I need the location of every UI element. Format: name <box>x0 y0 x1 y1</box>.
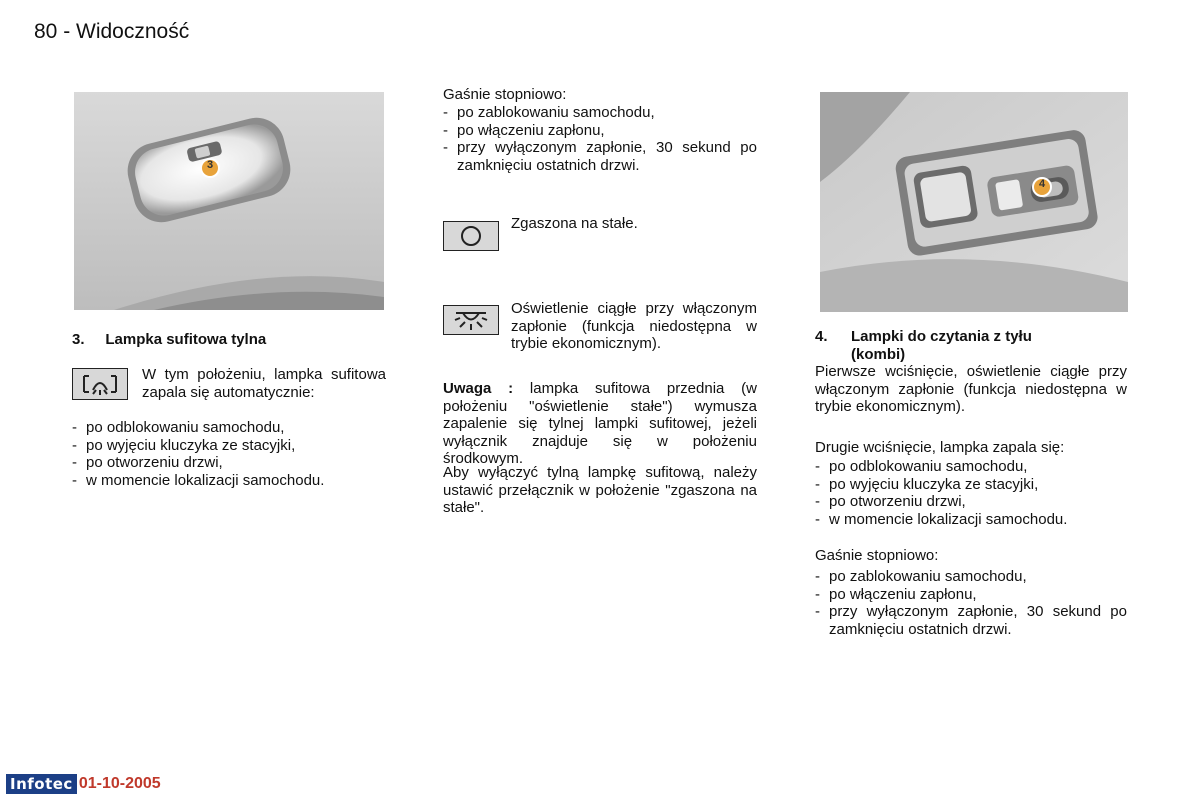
fade-list <box>443 104 757 174</box>
list-item: - po otworzeniu drzwi, <box>815 493 1135 511</box>
list-item: - w momencie lokalizacji samochodu. <box>72 472 392 490</box>
section-heading: 3. Lampka sufitowa tylna <box>72 331 267 348</box>
print-date: 01-10-2005 <box>78 775 161 792</box>
note-label: Uwaga : <box>443 380 514 397</box>
door-lamp-icon <box>81 372 119 396</box>
list-item: - po włączeniu zapłonu, <box>443 122 757 140</box>
infotec-logo: Infotec <box>6 774 77 794</box>
circle-off-icon <box>458 225 484 247</box>
list-item: - po włączeniu zapłonu, <box>815 586 1127 604</box>
rear-ceiling-lamp-photo <box>74 92 384 310</box>
on-mode-switch <box>443 305 499 335</box>
second-press-description: Drugie wciśnięcie, lampka zapala się: <box>815 439 1065 456</box>
list-item: - przy wyłączonym zapłonie, 30 sekund po zamknięciu ostatnich drzwi. <box>443 139 757 174</box>
list-item: - po zablokowaniu samochodu, <box>443 104 757 122</box>
fade-intro: Gaśnie stopniowo: <box>443 86 567 103</box>
off-mode-description: Zgaszona na stałe. <box>511 215 638 232</box>
list-item: - po zablokowaniu samochodu, <box>815 568 1127 586</box>
switch-off-instruction: Aby wyłączyć tylną lampkę sufitową, należy ustawić przełącznik w położenie "zgaszona na stałe". <box>443 464 757 516</box>
heading-line-1: Lampki do czytania z tyłu <box>851 328 1032 345</box>
auto-mode-description: W tym położeniu, lampka sufitowa zapala się automatycznie: <box>142 366 386 401</box>
on-mode-description: Oświetlenie ciągłe przy włączonym zapłonie (funkcja niedostępna w trybie ekonomicznym). <box>511 300 757 352</box>
first-press-description: Pierwsze wciśnięcie, oświetlenie ciągłe przy włączonym zapłonie (funkcja niedostępna w trybie ekonomicznym). <box>815 363 1127 415</box>
callout-badge: 4 <box>1038 178 1046 190</box>
note-paragraph <box>443 380 757 468</box>
lamp-rays-icon <box>451 308 491 332</box>
heading-line-2: (kombi) <box>851 345 906 363</box>
second-press-list <box>815 458 1135 528</box>
list-item: - po odblokowaniu samochodu, <box>72 419 392 437</box>
fade-list <box>815 568 1127 638</box>
page-title: 80 - Widoczność <box>34 20 190 43</box>
list-item: - w momencie lokalizacji samochodu. <box>815 511 1135 529</box>
list-item: - po otworzeniu drzwi, <box>72 454 392 472</box>
reading-lamps-photo <box>820 92 1128 312</box>
list-item: - po odblokowaniu samochodu, <box>815 458 1135 476</box>
list-item: - przy wyłączonym zapłonie, 30 sekund po zamknięciu ostatnich drzwi. <box>815 603 1127 638</box>
section-heading <box>815 328 1032 363</box>
note-text: lampka sufitowa przednia (w położeniu "oświetlenie stałe") wymusza zapalenie się tylnej lampki sufitowej, jeżeli wyłącznik znajduje się w położeniu środkowym. <box>443 380 757 467</box>
list-item: - po wyjęciu kluczyka ze stacyjki, <box>815 476 1135 494</box>
auto-mode-switch <box>72 368 128 400</box>
list-item: - po wyjęciu kluczyka ze stacyjki, <box>72 437 392 455</box>
heading-number: 4. <box>815 328 828 345</box>
footer <box>6 774 161 794</box>
off-mode-switch <box>443 221 499 251</box>
callout-badge: 3 <box>206 159 214 171</box>
fade-intro: Gaśnie stopniowo: <box>815 547 939 564</box>
auto-on-list <box>72 419 392 489</box>
